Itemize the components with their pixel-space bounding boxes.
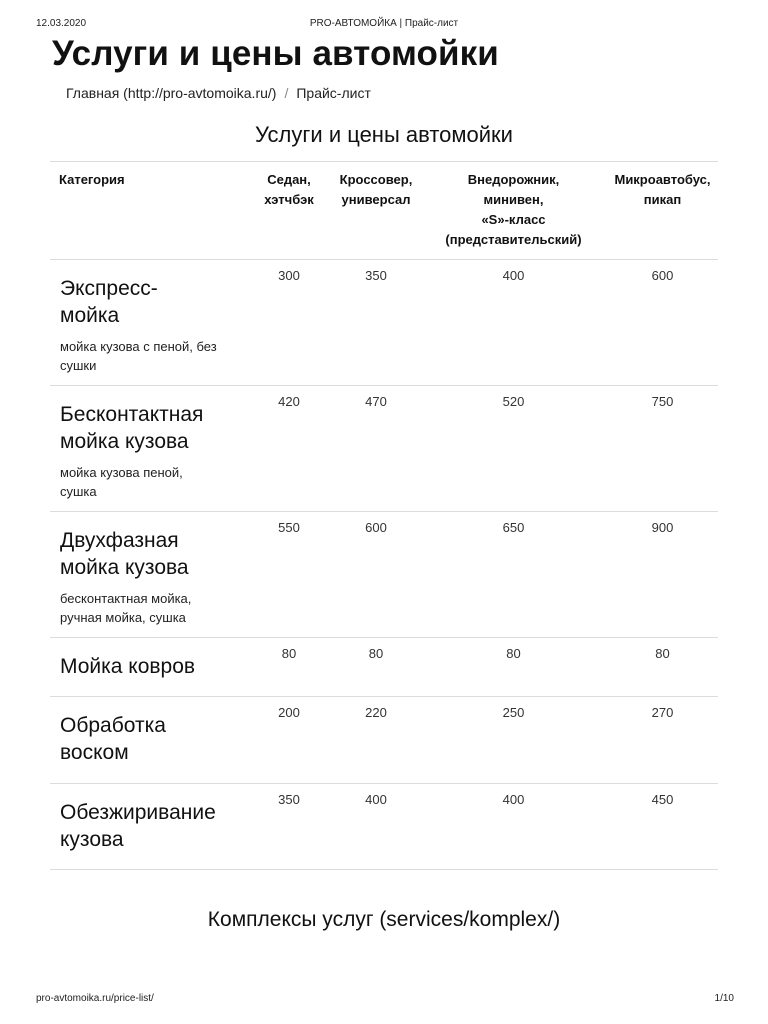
table-row [50, 260, 718, 386]
page-title: Услуги и цены автомойки [52, 34, 499, 73]
price-cell: 220 [332, 697, 420, 784]
table-row [50, 386, 718, 512]
price-cell: 900 [607, 512, 718, 638]
print-date: 12.03.2020 [36, 18, 87, 29]
table-header-row [50, 162, 718, 260]
print-doc-title: PRO-АВТОМОЙКА | Прайс-лист [309, 18, 459, 29]
service-name: Бесконтактная мойка кузова [60, 403, 204, 453]
price-cell: 550 [246, 512, 332, 638]
price-cell: 300 [246, 260, 332, 386]
price-cell: 400 [332, 784, 420, 870]
price-cell: 350 [332, 260, 420, 386]
service-cell [50, 784, 246, 870]
header-sedan: Седан, хэтчбэк [246, 162, 332, 260]
service-description: мойка кузова пеной, сушка [60, 465, 183, 499]
table-row [50, 638, 718, 697]
service-cell [50, 697, 246, 784]
price-cell: 350 [246, 784, 332, 870]
price-cell: 80 [607, 638, 718, 697]
table-row [50, 697, 718, 784]
print-footer-url: pro-avtomoika.ru/price-list/ [36, 993, 154, 1004]
breadcrumb-home-link[interactable]: Главная (http://pro-avtomoika.ru/) [66, 85, 277, 101]
header-crossover: Кроссовер, универсал [332, 162, 420, 260]
price-table-title: Услуги и цены автомойки [255, 122, 513, 147]
service-name: Экспресс-мойка [60, 277, 158, 327]
section-title-complex-services: Комплексы услуг (services/komplex/) [207, 908, 561, 931]
price-cell: 450 [607, 784, 718, 870]
breadcrumb-separator: / [284, 85, 289, 101]
service-name: Обезжиривание кузова [60, 801, 216, 851]
service-cell [50, 638, 246, 697]
header-category: Категория [50, 162, 246, 260]
table-row [50, 512, 718, 638]
price-cell: 270 [607, 697, 718, 784]
service-name: Обработка воском [60, 714, 166, 764]
header-minibus: Микроавтобус, пикап [607, 162, 718, 260]
service-cell [50, 260, 246, 386]
print-footer-page-number: 1/10 [714, 993, 734, 1004]
price-cell: 750 [607, 386, 718, 512]
price-cell: 400 [420, 784, 607, 870]
price-cell: 520 [420, 386, 607, 512]
breadcrumb [66, 85, 371, 101]
price-cell: 420 [246, 386, 332, 512]
service-cell [50, 386, 246, 512]
service-name: Двухфазная мойка кузова [60, 529, 189, 579]
print-footer [0, 993, 768, 1007]
breadcrumb-current: Прайс-лист [296, 85, 371, 101]
price-cell: 600 [332, 512, 420, 638]
header-suv: Внедорожник, минивен, «S»-класс (представительский) [420, 162, 607, 260]
price-cell: 80 [420, 638, 607, 697]
service-cell [50, 512, 246, 638]
price-cell: 650 [420, 512, 607, 638]
price-cell: 200 [246, 697, 332, 784]
price-cell: 250 [420, 697, 607, 784]
price-cell: 80 [246, 638, 332, 697]
price-cell: 600 [607, 260, 718, 386]
service-description: бесконтактная мойка, ручная мойка, сушка [60, 591, 192, 625]
service-description: мойка кузова с пеной, без сушки [60, 339, 217, 373]
price-cell: 400 [420, 260, 607, 386]
print-header [0, 14, 768, 30]
price-cell: 80 [332, 638, 420, 697]
price-cell: 470 [332, 386, 420, 512]
price-table [50, 161, 718, 870]
table-row [50, 784, 718, 870]
service-name: Мойка ковров [60, 655, 196, 678]
